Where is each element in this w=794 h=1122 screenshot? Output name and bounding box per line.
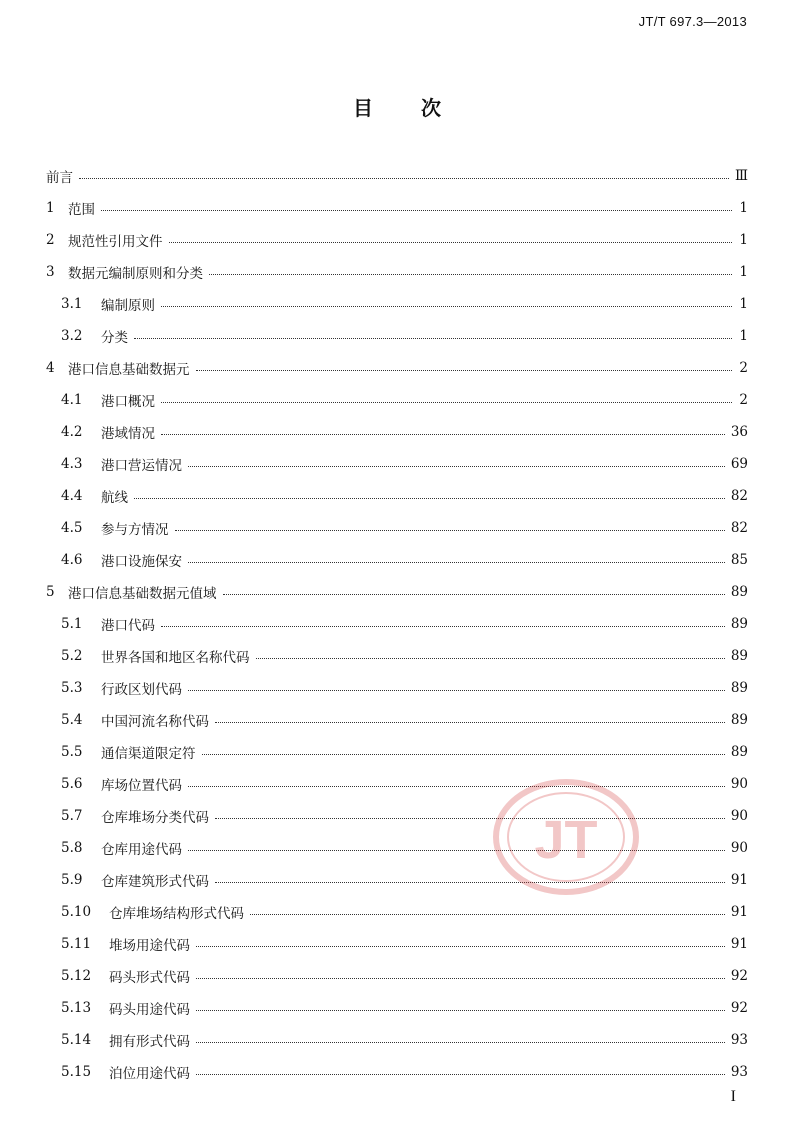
toc-entry-number: 4.1 [61, 392, 83, 408]
toc-entry[interactable] [46, 288, 748, 320]
dot-leader [256, 658, 725, 659]
toc-entry[interactable] [46, 352, 748, 384]
toc-entry-title: 分类 [101, 330, 128, 346]
toc-entry-title: 拥有形式代码 [109, 1034, 190, 1050]
page-title: 目次 [353, 96, 489, 120]
toc-entry-number: 5.4 [61, 712, 83, 728]
toc-entry-page: 69 [730, 456, 748, 472]
toc-entry-title: 泊位用途代码 [109, 1066, 190, 1082]
dot-leader [250, 914, 725, 915]
dot-leader [188, 690, 725, 691]
toc-entry-title: 参与方情况 [101, 522, 169, 538]
dot-leader [134, 498, 725, 499]
toc-entry-number: 4 [46, 360, 55, 376]
toc-entry[interactable] [46, 544, 748, 576]
toc-entry-title: 仓库用途代码 [101, 842, 182, 858]
toc-entry-number: 5.13 [61, 1000, 92, 1016]
toc-entry-number: 3.2 [61, 328, 83, 344]
toc-entry[interactable] [46, 384, 748, 416]
toc-entry-title: 仓库建筑形式代码 [101, 874, 209, 890]
toc-entry-number: 4.2 [61, 424, 83, 440]
dot-leader [196, 1042, 725, 1043]
dot-leader [161, 402, 732, 403]
dot-leader [188, 466, 725, 467]
jt-logo-stamp [492, 778, 640, 896]
toc-entry[interactable] [46, 416, 748, 448]
standard-code: JT/T 697.3—2013 [638, 14, 747, 29]
dot-leader [196, 978, 725, 979]
toc-entry-title: 仓库堆场分类代码 [101, 810, 209, 826]
dot-leader [161, 434, 725, 435]
toc-entry-page: 93 [730, 1032, 748, 1048]
toc-entry-page: 89 [730, 680, 748, 696]
toc-entry-title: 前言 [46, 170, 73, 186]
toc-entry-number: 5.15 [61, 1064, 92, 1080]
toc-entry-page: 91 [730, 936, 748, 952]
toc-entry-page: 1 [739, 296, 748, 312]
dot-leader [209, 274, 732, 275]
toc-entry[interactable] [46, 832, 748, 864]
toc-entry-page: 2 [739, 360, 748, 376]
dot-leader [196, 1074, 725, 1075]
toc-entry-page: 1 [739, 200, 748, 216]
dot-leader [134, 338, 732, 339]
toc-entry-number: 5.6 [61, 776, 83, 792]
toc-entry-number: 2 [46, 232, 55, 248]
toc-entry-page: 93 [730, 1064, 748, 1080]
toc-entry[interactable] [46, 512, 748, 544]
stamp-text: JT [534, 810, 598, 870]
toc-entry-number: 4.3 [61, 456, 83, 472]
dot-leader [196, 946, 725, 947]
toc-entry[interactable] [46, 1024, 748, 1056]
toc-entry[interactable] [46, 608, 748, 640]
toc-entry-title: 规范性引用文件 [68, 234, 163, 250]
toc-entry[interactable] [46, 480, 748, 512]
dot-leader [215, 722, 725, 723]
table-of-contents [46, 160, 748, 1088]
toc-entry-page: 90 [730, 808, 748, 824]
toc-entry-page: 92 [730, 1000, 748, 1016]
toc-entry-page: 36 [730, 424, 748, 440]
toc-entry-number: 5.11 [61, 936, 92, 952]
toc-entry[interactable] [46, 896, 748, 928]
toc-entry-number: 4.6 [61, 552, 83, 568]
toc-entry-page: 89 [730, 648, 748, 664]
dot-leader [202, 754, 725, 755]
dot-leader [196, 370, 733, 371]
toc-entry-title: 库场位置代码 [101, 778, 182, 794]
toc-entry-title: 港口代码 [101, 618, 155, 634]
toc-entry-page: 89 [730, 712, 748, 728]
toc-entry[interactable] [46, 768, 748, 800]
toc-entry[interactable] [46, 672, 748, 704]
toc-entry-title: 码头形式代码 [109, 970, 190, 986]
toc-entry-number: 5.7 [61, 808, 83, 824]
toc-entry[interactable] [46, 448, 748, 480]
toc-entry-page: 91 [730, 872, 748, 888]
toc-entry-title: 港口概况 [101, 394, 155, 410]
toc-entry-number: 5 [46, 584, 55, 600]
toc-entry-page: Ⅲ [734, 168, 748, 184]
toc-entry-title: 编制原则 [101, 298, 155, 314]
toc-entry[interactable] [46, 576, 748, 608]
toc-entry-title: 港口信息基础数据元 [68, 362, 190, 378]
toc-entry-page: 85 [730, 552, 748, 568]
dot-leader [215, 882, 725, 883]
toc-entry-title: 世界各国和地区名称代码 [101, 650, 250, 666]
toc-entry-title: 港口信息基础数据元值域 [68, 586, 217, 602]
toc-entry-title: 仓库堆场结构形式代码 [109, 906, 244, 922]
toc-entry-title: 中国河流名称代码 [101, 714, 209, 730]
toc-entry[interactable] [46, 160, 748, 192]
dot-leader [188, 850, 725, 851]
toc-entry-number: 5.5 [61, 744, 83, 760]
toc-entry-number: 5.3 [61, 680, 83, 696]
dot-leader [188, 562, 725, 563]
toc-entry-page: 1 [739, 232, 748, 248]
toc-entry[interactable] [46, 256, 748, 288]
toc-entry-number: 5.12 [61, 968, 92, 984]
toc-entry[interactable] [46, 992, 748, 1024]
toc-entry-number: 4.5 [61, 520, 83, 536]
toc-entry-number: 5.14 [61, 1032, 92, 1048]
toc-entry-number: 5.8 [61, 840, 83, 856]
dot-leader [223, 594, 725, 595]
toc-entry-page: 1 [739, 264, 748, 280]
toc-entry-title: 数据元编制原则和分类 [68, 266, 203, 282]
dot-leader [215, 818, 725, 819]
toc-entry[interactable] [46, 224, 748, 256]
dot-leader [161, 306, 732, 307]
toc-entry-page: 89 [730, 584, 748, 600]
toc-entry[interactable] [46, 800, 748, 832]
toc-entry-page: 82 [730, 520, 748, 536]
toc-entry-page: 90 [730, 776, 748, 792]
dot-leader [161, 626, 725, 627]
toc-entry-number: 5.1 [61, 616, 83, 632]
toc-entry-number: 3 [46, 264, 55, 280]
toc-entry-title: 范围 [68, 202, 95, 218]
toc-entry[interactable] [46, 640, 748, 672]
toc-entry-page: 2 [739, 392, 748, 408]
toc-entry[interactable] [46, 320, 748, 352]
toc-entry-number: 5.10 [61, 904, 92, 920]
toc-entry[interactable] [46, 928, 748, 960]
toc-entry-title: 港口设施保安 [101, 554, 182, 570]
toc-entry-number: 1 [46, 200, 55, 216]
toc-entry[interactable] [46, 960, 748, 992]
dot-leader [175, 530, 725, 531]
toc-entry-number: 5.9 [61, 872, 83, 888]
toc-entry-title: 通信渠道限定符 [101, 746, 196, 762]
toc-entry-number: 5.2 [61, 648, 83, 664]
toc-entry-page: 89 [730, 616, 748, 632]
toc-entry-title: 港域情况 [101, 426, 155, 442]
toc-entry-number: 3.1 [61, 296, 83, 312]
toc-entry-number: 4.4 [61, 488, 83, 504]
toc-entry-page: 1 [739, 328, 748, 344]
footer-page-number: I [730, 1088, 736, 1105]
toc-entry-page: 92 [730, 968, 748, 984]
toc-entry-title: 堆场用途代码 [109, 938, 190, 954]
toc-entry[interactable] [46, 736, 748, 768]
dot-leader [169, 242, 733, 243]
toc-entry-title: 行政区划代码 [101, 682, 182, 698]
toc-entry-title: 码头用途代码 [109, 1002, 190, 1018]
dot-leader [196, 1010, 725, 1011]
toc-entry[interactable] [46, 1056, 748, 1088]
dot-leader [79, 178, 729, 179]
toc-entry[interactable] [46, 864, 748, 896]
toc-entry-page: 82 [730, 488, 748, 504]
toc-entry-page: 89 [730, 744, 748, 760]
toc-entry-title: 港口营运情况 [101, 458, 182, 474]
toc-entry-page: 90 [730, 840, 748, 856]
toc-entry-page: 91 [730, 904, 748, 920]
toc-entry[interactable] [46, 704, 748, 736]
toc-entry-title: 航线 [101, 490, 128, 506]
dot-leader [188, 786, 725, 787]
dot-leader [101, 210, 732, 211]
toc-entry[interactable] [46, 192, 748, 224]
